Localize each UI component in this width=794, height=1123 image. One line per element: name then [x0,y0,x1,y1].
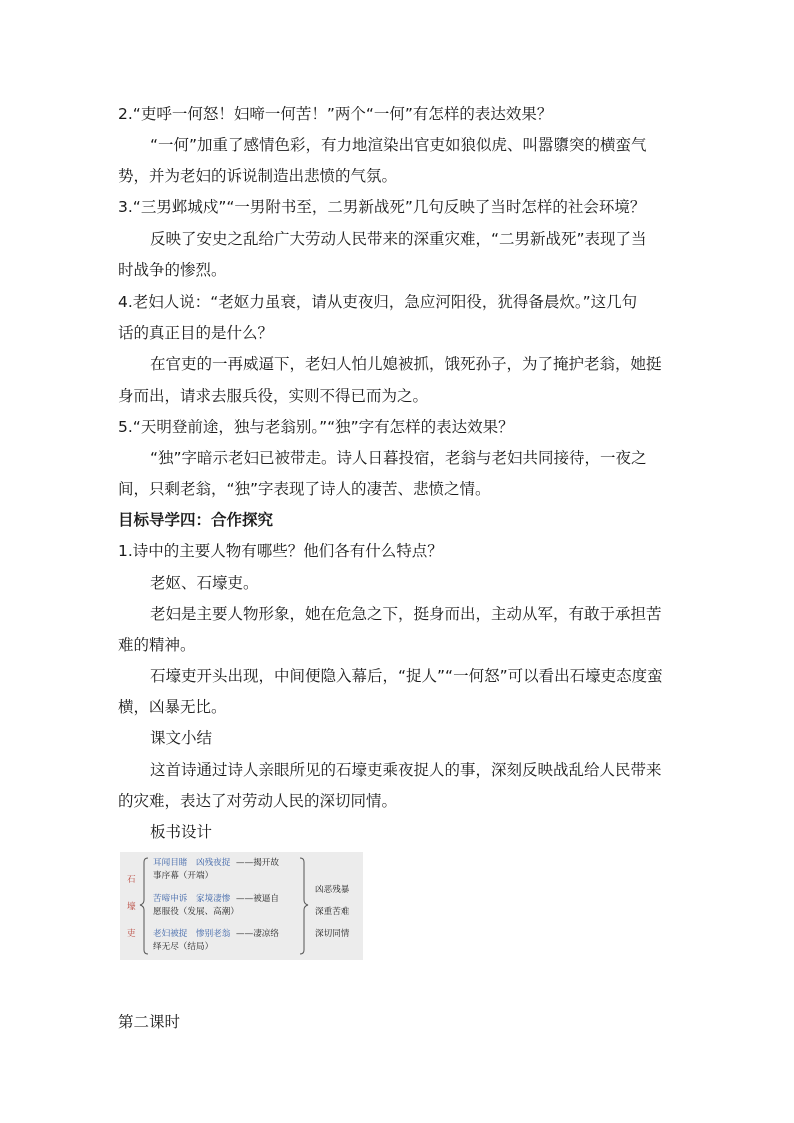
answer-2-line-1: “一何”加重了感情色彩，有力地渲染出官吏如狼似虎、叫嚣隳突的横蛮气 [150,136,647,154]
answer-1-line-4: 石壕吏开头出现，中间便隐入幕后，“捉人”“一何怒”可以看出石壕吏态度蛮 [150,667,663,685]
board-summary-3: 深切同情 [315,929,350,939]
board-title-char-2: 壕 [127,902,136,912]
answer-1-line-5: 横，凶暴无比。 [118,698,227,716]
answer-5-line-2: 间，只剩老翁，“独”字表现了诗人的凄苦、悲愤之情。 [118,480,491,498]
board-title-char-3: 吏 [127,929,136,939]
second-lesson-heading: 第二课时 [118,1013,181,1031]
summary-line-2: 的灾难，表达了对劳动人民的深切同情。 [118,792,398,810]
answer-4-line-2: 身而出，请求去服兵役，实则不得已而为之。 [118,387,429,405]
right-brace [300,858,308,954]
left-brace [140,858,148,954]
board-diagram [120,852,363,960]
answer-5-line-1: “独”字暗示老妇已被带走。诗人日暮投宿，老翁与老妇共同接待，一夜之 [150,449,647,467]
board-row-2-link: ——被逼自 [236,894,279,904]
answer-3-line-1: 反映了安史之乱给广大劳动人民带来的深重灾难，“二男新战死”表现了当 [150,230,647,248]
question-2: 2.“吏呼一何怒！妇啼一何苦！”两个“一何”有怎样的表达效果？ [118,105,553,123]
board-summary-1: 凶恶残暴 [315,885,350,895]
summary-heading: 课文小结 [150,729,213,747]
answer-1-line-3: 难的精神。 [118,636,196,654]
blackboard-design-figure [120,852,363,960]
question-4-line-1: 4.老妇人说：“老妪力虽衰，请从吏夜归，急应河阳役，犹得备晨炊。”这几句 [118,293,638,311]
board-row-1-blue: 耳闻目睹 凶残夜捉 [153,858,231,868]
board-heading: 板书设计 [150,823,213,841]
board-row-2-dark: 愿服役（发展、高潮） [153,907,239,917]
board-summary-2: 深重苦难 [315,907,350,917]
answer-1-line-2: 老妇是主要人物形象，她在危急之下，挺身而出，主动从军，有敢于承担苦 [150,605,662,623]
board-row-1-link: ——揭开故 [236,858,279,868]
board-row-3-dark: 绎无尽（结局） [153,942,214,952]
question-4-line-2: 话的真正目的是什么？ [118,324,274,342]
board-row-1-dark: 事序幕（开端） [153,871,214,881]
answer-2-line-2: 势，并为老妇的诉说制造出悲愤的气氛。 [118,167,398,185]
answer-3-line-2: 时战争的惨烈。 [118,261,227,279]
board-row-3-link: ——凄凉络 [236,929,279,939]
question-3: 3.“三男邺城戍”“一男附书至，二男新战死”几句反映了当时怎样的社会环境？ [118,198,646,216]
answer-1-line-1: 老妪、石壕吏。 [150,574,259,592]
question-1: 1.诗中的主要人物有哪些？他们各有什么特点？ [118,542,443,560]
summary-line-1: 这首诗通过诗人亲眼所见的石壕吏乘夜捉人的事，深刻反映战乱给人民带来 [150,761,662,779]
section-heading: 目标导学四：合作探究 [118,511,274,529]
question-5: 5.“天明登前途，独与老翁别。”“独”字有怎样的表达效果？ [118,418,514,436]
board-title-char-1: 石 [127,875,136,885]
board-row-2-blue: 苦啼申诉 家境凄惨 [153,894,231,904]
answer-4-line-1: 在官吏的一再威逼下，老妇人怕儿媳被抓，饿死孙子，为了掩护老翁，她挺 [150,355,662,373]
board-row-3-blue: 老妇被捉 惨别老翁 [153,929,231,939]
